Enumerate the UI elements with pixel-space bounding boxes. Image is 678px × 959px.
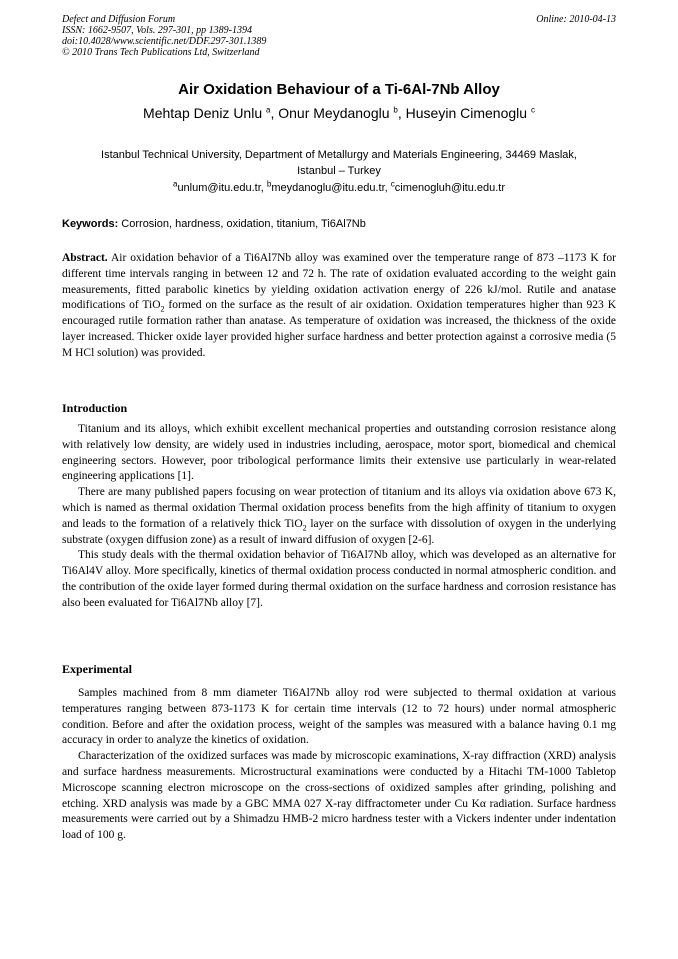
journal-issn: ISSN: 1662-9507, Vols. 297-301, pp 1389-1394 <box>62 25 252 36</box>
journal-doi: doi:10.4028/www.scientific.net/DDF.297-301.1389 <box>62 36 267 47</box>
introduction-body <box>62 422 616 612</box>
experimental-body <box>62 686 616 844</box>
introduction-heading: Introduction <box>62 401 128 415</box>
abstract <box>62 251 616 362</box>
introduction-paragraph: This study deals with the thermal oxidation behavior of Ti6Al7Nb alloy, which was developed as an alternative for Ti6Al4V alloy. More specifically, kinetics of thermal oxidation process conducted in normal atmospheric condition. and the contribution of the oxide layer formed during thermal oxidation on the surface hardness and corrosion resistance has also been evaluated for Ti6Al7Nb alloy [7]. <box>62 549 616 609</box>
email-mark: c <box>390 179 395 189</box>
paragraph-text: There are many published papers focusing on wear protection of titanium and its alloys via oxidation above 673 K, which is named as thermal oxidation Thermal oxidation process benefits from the high affinity of titanium to oxygen and leads to the formation of a relatively thick TiO <box>62 486 616 530</box>
paper-title: Air Oxidation Behaviour of a Ti-6Al-7Nb Alloy <box>178 81 500 98</box>
author-name: Huseyin Cimenoglu <box>405 105 528 121</box>
email-address[interactable]: meydanoglu@itu.edu.tr <box>271 182 385 194</box>
email-separator: , <box>260 182 267 194</box>
paragraph-text: layer on the surface with dissolution of oxygen in the underlying substrate (oxygen diffusion zone) as a result of inward diffusion of oxygen [2-6]. <box>62 517 616 546</box>
introduction-paragraph: Titanium and its alloys, which exhibit excellent mechanical properties and outstanding corrosion resistance along with relatively low density, are widely used in industries including, aerospace, motor sport, biomedical and chemical engineering sectors. However, poor tribological performance limits their extensive use particularly in wear-related engineering applications [1]. <box>62 423 616 483</box>
abstract-subscript: 2 <box>160 304 165 314</box>
email-address[interactable]: unlum@itu.edu.tr <box>177 182 261 194</box>
experimental-heading: Experimental <box>62 662 132 676</box>
email-list <box>0 180 678 196</box>
author-mark: b <box>393 105 398 115</box>
affiliation-line-1: Istanbul Technical University, Department of Metallurgy and Materials Engineering, 34469 Maslak, <box>101 149 577 161</box>
introduction-paragraph <box>62 485 616 548</box>
abstract-label: Abstract. <box>62 252 108 264</box>
email-mark: b <box>266 179 272 189</box>
author-separator: , <box>397 105 406 121</box>
author-name: Mehtap Deniz Unlu <box>143 105 263 121</box>
abstract-text: formed on the surface as the result of air oxidation. Oxidation temperatures higher than 923 K encouraged rutile formation rather than anatase. As temperature of oxidation was increased, the thickness of the oxide layer increased. Thicker oxide layer provided higher surface hardness and better protection against a corrosive media (5 M HCl solution) was provided. <box>62 299 616 359</box>
keywords <box>62 217 616 232</box>
abstract-text: Air oxidation behavior of a Ti6Al7Nb alloy was examined over the temperature range of 873 –1173 K for different time intervals ranging in between 12 and 72 h. The rate of oxidation evaluated according to the weight gain measurements, fitted parabolic kinetics by yielding oxidation activation energy of 226 kJ/mol. Rutile and anatase modifications of TiO <box>62 252 616 312</box>
author-name: Onur Meydanoglu <box>278 105 390 121</box>
paragraph-subscript: 2 <box>302 523 307 533</box>
keywords-label: Keywords: <box>62 218 119 230</box>
email-mark: a <box>172 179 178 189</box>
email-separator: , <box>384 182 391 194</box>
journal-copyright: © 2010 Trans Tech Publications Ltd, Switzerland <box>62 47 260 58</box>
experimental-paragraph: Samples machined from 8 mm diameter Ti6Al7Nb alloy rod were subjected to thermal oxidation at various temperatures ranging between 873-1173 K for certain time intervals (12 to 72 hours) under normal atmospheric condition. Before and after the oxidation process, weight of the samples was measured with a balance having 0.1 mg accuracy in order to analyze the kinetics of oxidation. <box>62 687 616 747</box>
online-date: Online: 2010-04-13 <box>536 14 616 25</box>
journal-name: Defect and Diffusion Forum <box>62 14 176 25</box>
author-mark: a <box>266 105 271 115</box>
affiliation-line-2: Istanbul – Turkey <box>297 165 381 177</box>
author-mark: c <box>530 105 535 115</box>
author-list <box>0 104 678 122</box>
author-separator: , <box>270 105 279 121</box>
journal-header <box>62 14 616 58</box>
experimental-paragraph: Characterization of the oxidized surfaces was made by microscopic examinations, X-ray diffraction (XRD) analysis and surface hardness measurements. Microstructural examinations were conducted by a Hitachi TM-1000 Tabletop Microscope scanning electron microscope on the cross-sections of oxidized samples after grinding, polishing and etching. XRD analysis was made by a GBC MMA 027 X-ray diffractometer under Cu Kα radiation. Surface hardness measurements were carried out by a Shimadzu HMB-2 micro hardness tester with a Vickers indenter under indentation load of 100 g. <box>62 750 616 842</box>
email-address[interactable]: cimenogluh@itu.edu.tr <box>394 182 505 194</box>
keywords-text: Corrosion, hardness, oxidation, titanium, Ti6Al7Nb <box>118 218 366 230</box>
